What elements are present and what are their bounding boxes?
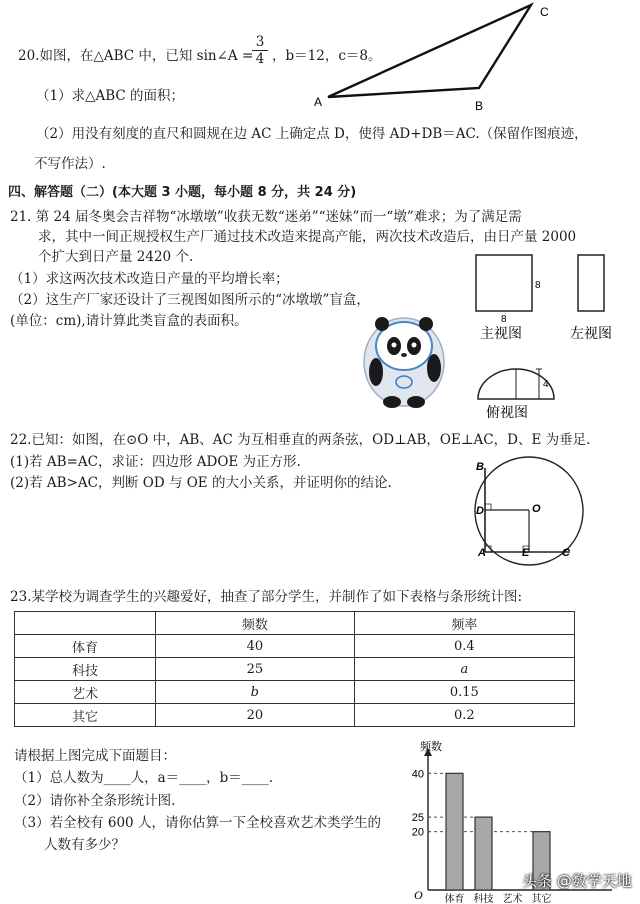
side-view-label: 左视图: [570, 326, 612, 342]
category-label: 艺术: [502, 894, 523, 904]
table-cell: 25: [156, 658, 355, 681]
table-cell: 0.15: [354, 681, 574, 704]
bar-0: [446, 773, 463, 890]
point-a-label: A: [478, 547, 486, 559]
bing-dwen-dwen-mascot-image: [356, 310, 452, 410]
table-header-row: [15, 612, 575, 635]
table-cell: 科技: [15, 658, 156, 681]
q21-line2: 求，其中一间正规授权生产厂通过技术改造来提高产能，两次技术改造后，由日产量 2000: [38, 229, 577, 245]
side-view-rect: [578, 255, 604, 311]
y-tick-label: 20: [411, 826, 424, 839]
q21-line1: 21. 第 24 届冬奥会吉祥物“冰墩墩”收获无数“迷弟”“迷妹”而一“墩”难求；为了满足需: [10, 209, 522, 225]
q22-part1: (1)若 AB=AC，求证：四边形 ADOE 为正方形.: [10, 454, 301, 470]
q23-part3a: （3）若全校有 600 人，请你估算一下全校喜欢艺术类学生的: [14, 815, 381, 831]
q20-line1-tail: ，b＝12，c＝8。: [272, 48, 382, 64]
q21-line3: 个扩大到日产量 2420 个.: [38, 249, 194, 265]
table-header-cell: 频率: [354, 612, 574, 635]
q20-part2-cont: 不写作法）.: [34, 156, 106, 172]
y-tick-label: 25: [411, 812, 424, 825]
watermark: 头条 @数学天地: [522, 872, 632, 890]
table-cell: 其它: [15, 704, 156, 727]
table-cell: 体育: [15, 635, 156, 658]
table-row: [15, 635, 575, 658]
table-cell: 0.4: [354, 635, 574, 658]
frequency-table: [14, 611, 575, 727]
table-row: [15, 704, 575, 727]
point-c-label: C: [562, 547, 570, 559]
category-label: 科技: [473, 894, 494, 904]
table-header-cell: 频数: [156, 612, 355, 635]
bar-1: [475, 817, 492, 890]
y-axis-title: 频数: [420, 740, 442, 753]
q21-part2: （2）这生产厂家还设计了三视图如图所示的“冰墩墩”盲盒，: [10, 292, 370, 308]
table-row: [15, 658, 575, 681]
front-view-width-label: 8: [501, 314, 507, 325]
table-header-cell: [15, 612, 156, 635]
table-cell: b: [156, 681, 355, 704]
q21-part1: （1）求这两次技术改造日产量的平均增长率；: [10, 271, 289, 287]
point-e-label: E: [522, 547, 530, 559]
y-tick-label: 40: [411, 768, 424, 781]
q22-part2: (2)若 AB>AC，判断 OD 与 OE 的大小关系，并证明你的结论.: [10, 475, 392, 491]
circle-o-figure: [466, 448, 626, 568]
triangle-abc: [328, 5, 531, 97]
section-4-title: 四、解答题（二）(本大题 3 小题，每小题 8 分，共 24 分): [8, 185, 357, 200]
table-cell: 0.2: [354, 704, 574, 727]
vertex-b-label: B: [475, 99, 484, 113]
q22-line1: 22.已知：如图，在⊙O 中，AB、AC 为互相垂直的两条弦，OD⊥AB，OE⊥AC，D、E 为垂足.: [10, 432, 591, 448]
point-d-label: D: [476, 505, 484, 517]
sin-fraction-denominator: 4: [255, 51, 265, 67]
point-o-label: O: [532, 503, 541, 515]
q23-part3b: 人数有多少？: [44, 837, 125, 853]
front-view-height-label: 8: [535, 280, 541, 291]
top-view-label: 俯视图: [486, 405, 528, 421]
q21-part2-cont: (单位：cm),请计算此类盲盒的表面积。: [10, 313, 248, 329]
front-view-label: 主视图: [480, 326, 522, 342]
table-cell: 艺术: [15, 681, 156, 704]
origin-label: O: [414, 888, 423, 902]
category-label: 体育: [444, 894, 465, 904]
table-row: [15, 681, 575, 704]
q20-line1: 20.如图，在△ABC 中，已知 sin∠A =: [18, 48, 254, 64]
q20-part2: （2）用没有刻度的直尺和圆规在边 AC 上确定点 D，使得 AD+DB＝AC.（保留作图痕迹，: [36, 126, 588, 142]
triangle-abc-figure: [0, 0, 640, 180]
point-b-label: B: [476, 461, 484, 473]
table-cell: 20: [156, 704, 355, 727]
category-label: 其它: [531, 894, 552, 904]
top-view-height-label: 4: [543, 379, 549, 390]
table-cell: 40: [156, 635, 355, 658]
three-views-figure: [460, 245, 620, 425]
table-cell: a: [354, 658, 574, 681]
vertex-c-label: C: [540, 5, 549, 19]
front-view-square: [476, 255, 532, 311]
sin-fraction-numerator: 3: [252, 34, 268, 51]
vertex-a-label: A: [314, 95, 323, 109]
q20-part1: （1）求△ABC 的面积；: [36, 88, 185, 104]
q23-part2: （2）请你补全条形统计图.: [14, 793, 176, 809]
q23-prompt: 请根据上图完成下面题目：: [14, 748, 176, 764]
q23-line1: 23.某学校为调查学生的兴趣爱好，抽查了部分学生，并制作了如下表格与条形统计图:: [10, 589, 523, 605]
q23-part1: （1）总人数为____人，a＝____，b＝____.: [14, 770, 274, 786]
